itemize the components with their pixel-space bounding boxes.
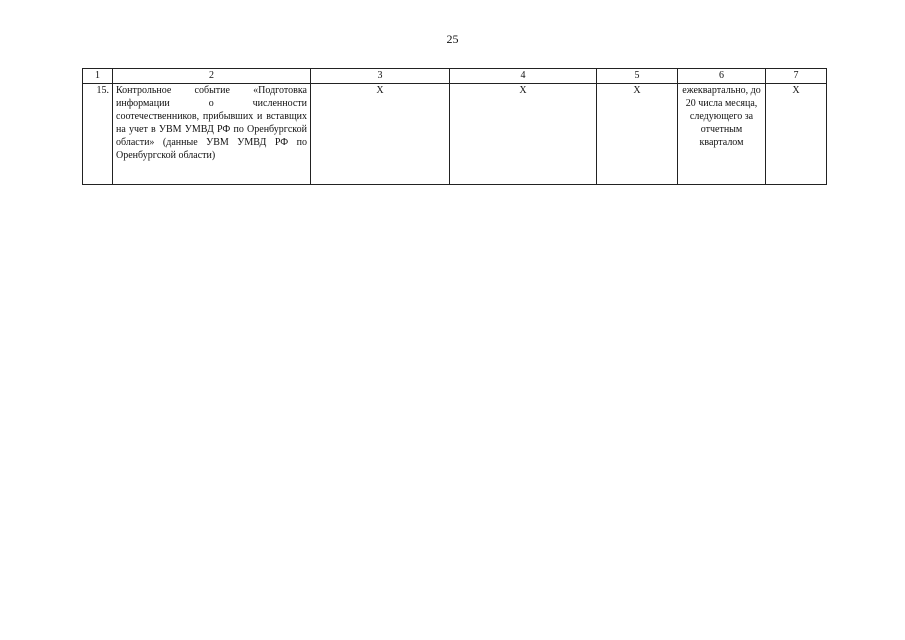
control-event-description-cell: Контрольное событие «Подготовка информации о численности соотечественников, прибывших и вставщих на учет в УВМ УМВД РФ по Оренбургской области» (данные УВМ УМВД РФ по Оренбургской области) — [113, 84, 311, 185]
row-number-cell: 15. — [83, 84, 113, 185]
header-col-4: 4 — [450, 69, 597, 84]
plan-table — [82, 68, 827, 185]
col4-mark-cell: X — [450, 84, 597, 185]
col7-mark-cell: X — [766, 84, 827, 185]
header-col-6: 6 — [678, 69, 766, 84]
table-header-row — [83, 69, 827, 84]
page-number: 25 — [446, 32, 459, 46]
header-col-5: 5 — [597, 69, 678, 84]
table-row — [83, 84, 827, 185]
header-col-7: 7 — [766, 69, 827, 84]
deadline-cell: ежеквартально, до 20 числа месяца, следующего за отчетным кварталом — [678, 84, 766, 185]
header-col-2: 2 — [113, 69, 311, 84]
header-col-3: 3 — [311, 69, 450, 84]
header-col-1: 1 — [83, 69, 113, 84]
col3-mark-cell: X — [311, 84, 450, 185]
col5-mark-cell: X — [597, 84, 678, 185]
